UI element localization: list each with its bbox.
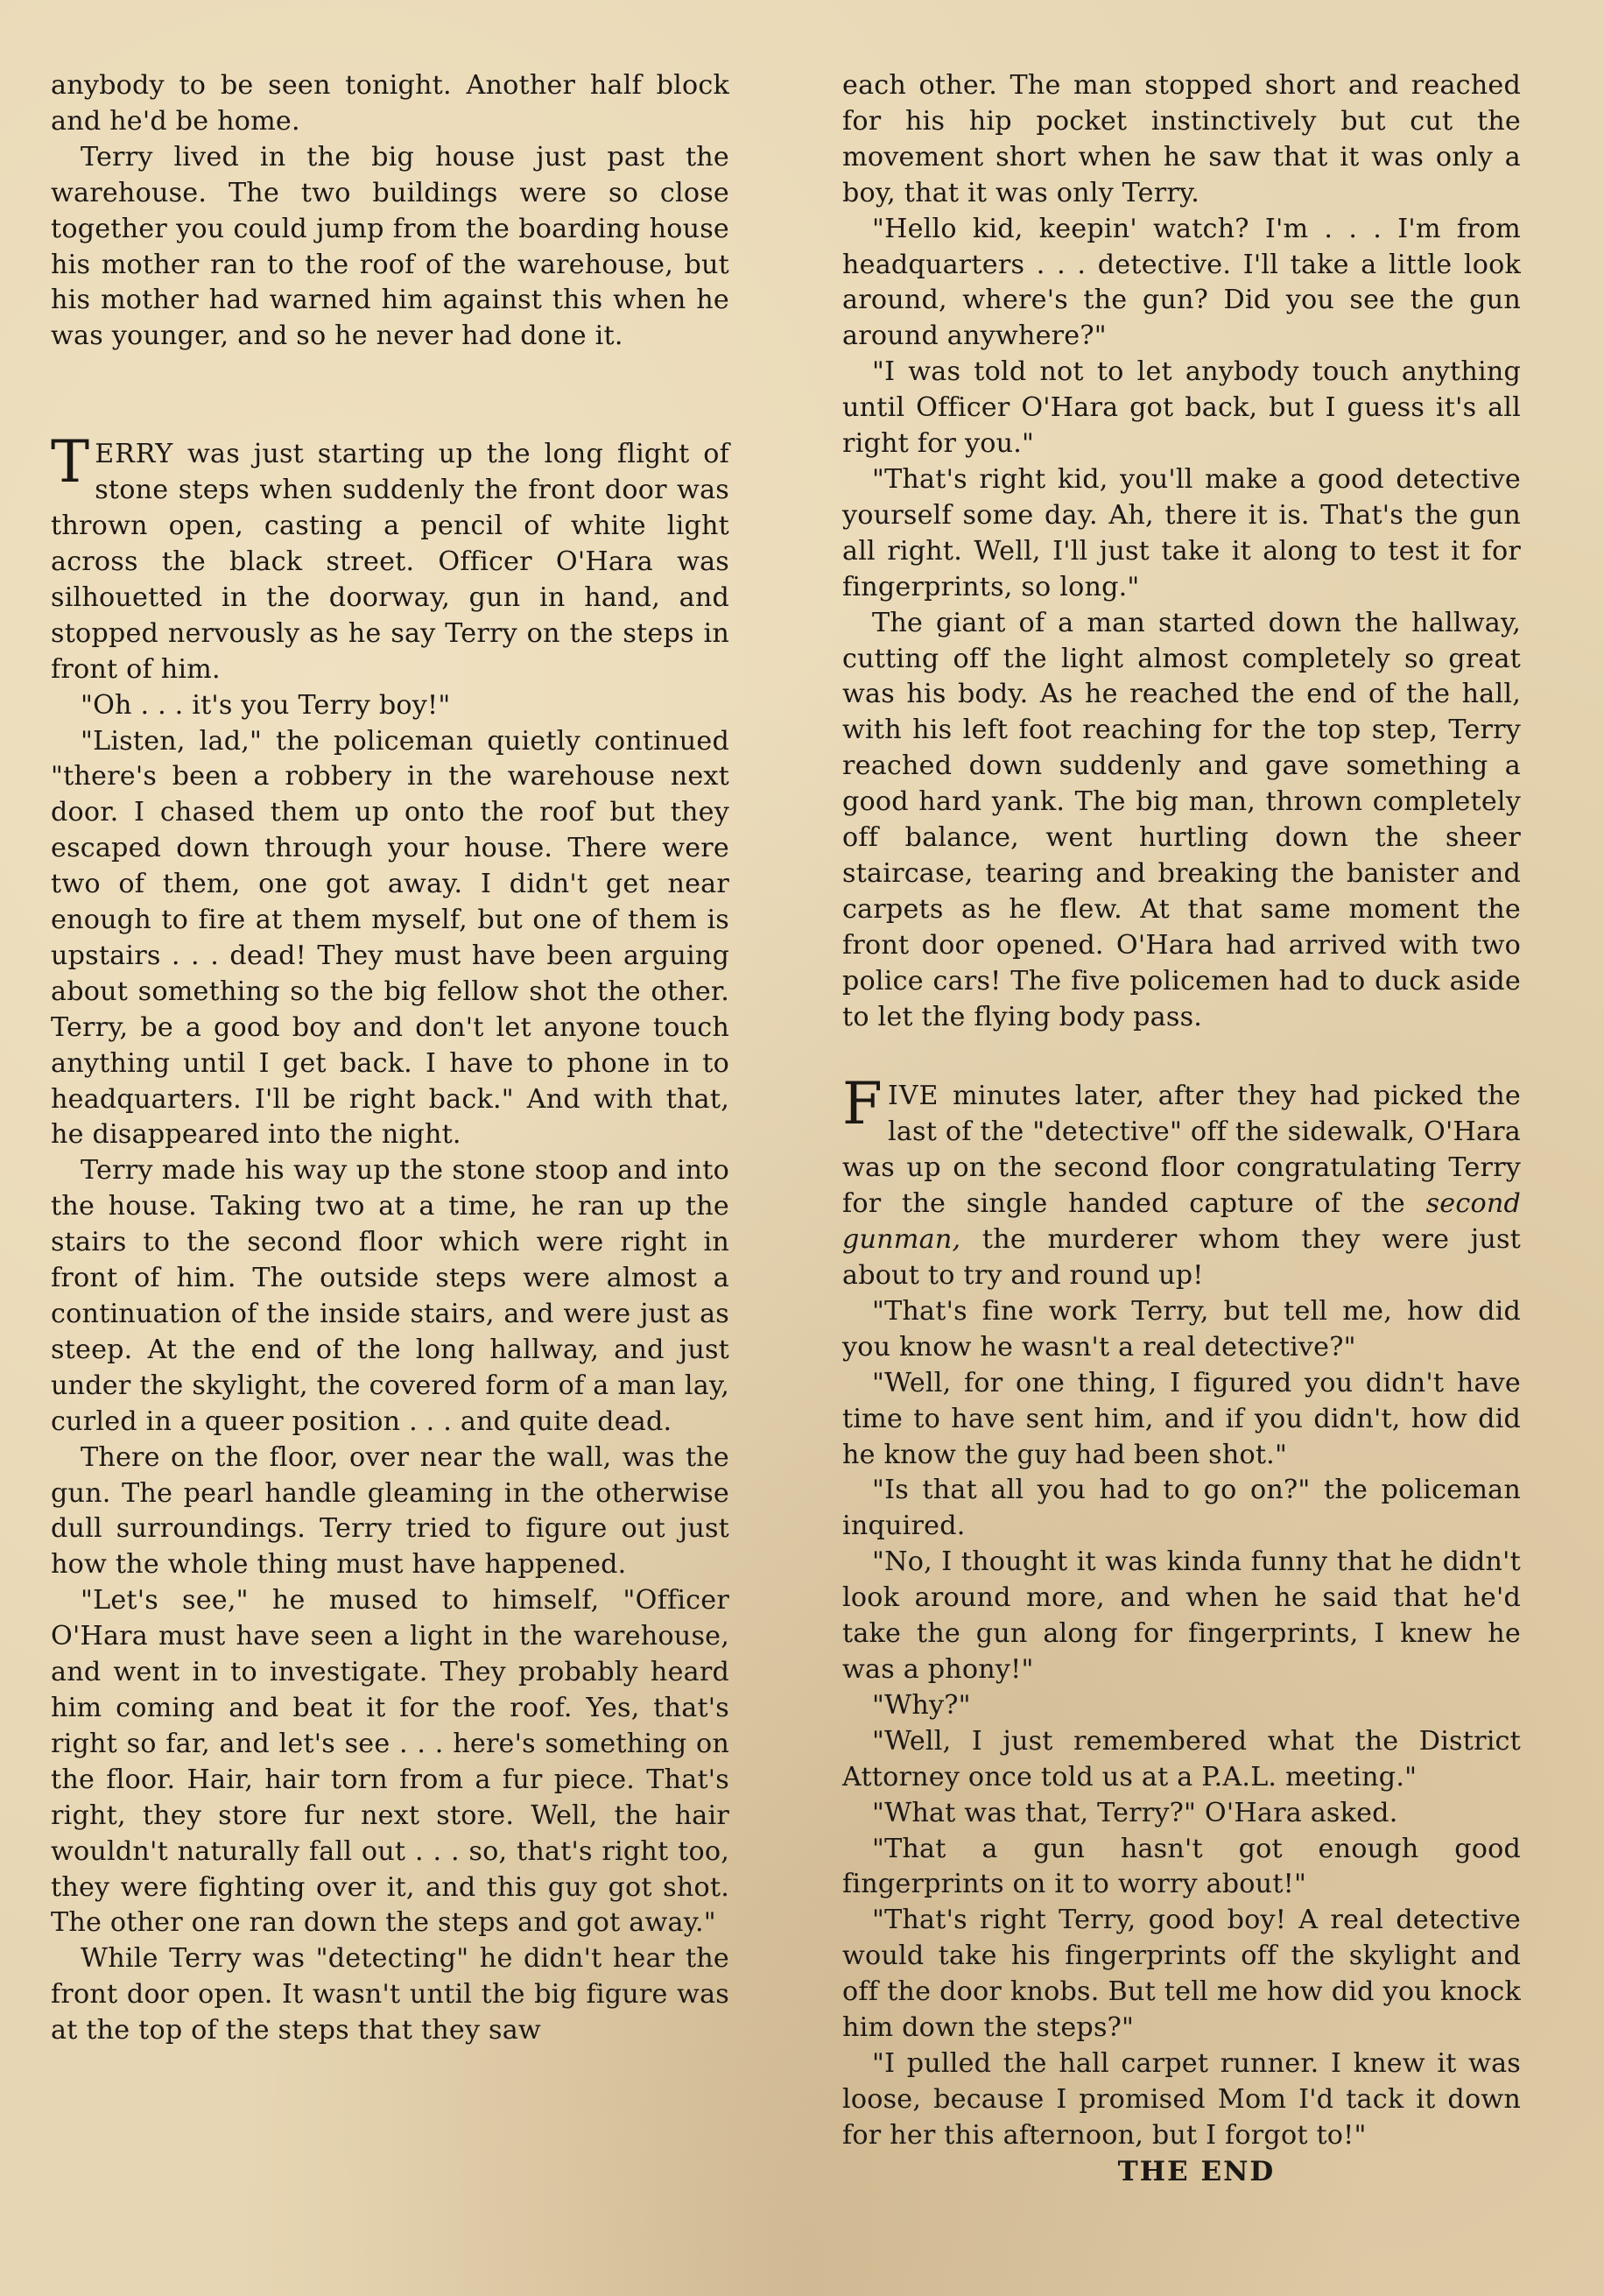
drop-cap: T: [51, 428, 90, 497]
paragraph-text: the murderer whom they were just about to try and round up!: [842, 1224, 1521, 1291]
paragraph: "That a gun hasn't got enough good fingerprints on it to worry about!": [842, 1833, 1521, 1900]
paragraph: "No, I thought it was kinda funny that he didn't look around more, and when he said that he'd take the gun along for fingerprints, I knew he was a phony!": [842, 1546, 1521, 1685]
paragraph: "Well, for one thing, I figured you didn't have time to have sent him, and if you didn't, how did he know the guy had been shot.": [842, 1367, 1521, 1470]
paragraph: Terry made his way up the stone stoop and into the house. Taking two at a time, he ran up the stairs to the second floor which were right in front of him. The outside steps were almost a continuation of the inside stairs, and were just as steep. At the end of the long hallway, and just under the skylight, the covered form of a man lay, curled in a queer position . . . and quite dead.: [51, 1155, 729, 1437]
paragraph: each other. The man stopped short and reached for his hip pocket instinctively but cut the movement short when he saw that it was only a boy, that it was only Terry.: [842, 70, 1521, 208]
paragraph: "Is that all you had to go on?" the policeman inquired.: [842, 1475, 1521, 1542]
paragraph: "Let's see," he mused to himself, "Officer O'Hara must have seen a light in the warehouse, and went in to investigate. They probably heard him coming and beat it for the roof. Yes, that's right so far, and let's see . . . here's something on the floor. Hair, hair torn from a fur piece. That's right, they store fur next store. Well, the hair wouldn't naturally fall out . . . so, that's right too, they were fighting over it, and this guy got shot. The other one ran down the steps and got away.": [51, 1585, 729, 1939]
paragraph-drop-cap: [51, 428, 729, 687]
paragraph-drop-cap: [842, 1070, 1521, 1293]
paragraph: "Oh . . . it's you Terry boy!": [81, 689, 451, 721]
paragraph: "Well, I just remembered what the District Attorney once told us at a P.A.L. meeting.": [842, 1725, 1521, 1792]
lead-word: ERRY: [95, 439, 174, 470]
emphasis-text: second gunman,: [842, 1188, 1521, 1256]
paragraph: anybody to be seen tonight. Another half block and he'd be home.: [51, 70, 729, 137]
paragraph: "What was that, Terry?" O'Hara asked.: [872, 1797, 1398, 1828]
paragraph: While Terry was "detecting" he didn't hear the front door open. It wasn't until the big figure was at the top of the steps that they saw: [51, 1943, 729, 2046]
paragraph: "Why?": [872, 1689, 971, 1721]
paragraph: "That's right Terry, good boy! A real detective would take his fingerprints off the skylight and off the door knobs. But tell me how did you knock him down the steps?": [842, 1905, 1521, 2044]
paragraph: The giant of a man started down the hallway, cutting off the light almost completely so great was his body. As he reached the end of the hall, with his left foot reaching for the top step, Terry reached down suddenly and gave something a good hard yank. The big man, thrown completely off balance, went hurtling down the sheer staircase, tearing and breaking the banister and carpets as he flew. At that same moment the front door opened. O'Hara had arrived with two police cars! The five policemen had to duck aside to let the flying body pass.: [842, 607, 1521, 1032]
paragraph: "That's right kid, you'll make a good detective yourself some day. Ah, there it is. That's the gun all right. Well, I'll just take it along to test it for fingerprints, so long.": [842, 463, 1521, 602]
paragraph: "Hello kid, keepin' watch? I'm . . . I'm from headquarters . . . detective. I'll take a little look around, where's the gun? Did you see the gun around anywhere?": [842, 213, 1521, 352]
paragraph: Terry lived in the big house just past the warehouse. The two buildings were so close together you could jump from the boarding house his mother ran to the roof of the warehouse, but his mother had warned him against this when he was younger, and so he never had done it.: [51, 141, 729, 352]
drop-cap: F: [842, 1070, 883, 1138]
paragraph-text: minutes later, after they had picked the last of the "detective" off the sidewalk, O'Hara was up on the second floor congratulating Terry for the single handed capture of the: [842, 1081, 1521, 1220]
paragraph: "I pulled the hall carpet runner. I knew it was loose, because I promised Mom I'd tack it down for her this afternoon, but I forgot to!": [842, 2047, 1521, 2151]
lead-word: IVE: [888, 1081, 939, 1112]
left-column: [51, 68, 729, 2049]
the-end-label: THE END: [1117, 2155, 1276, 2187]
paragraph-text: was just starting up the long flight of stone steps when suddenly the front door was thrown open, casting a pencil of white light across the black street. Officer O'Hara was silhouetted in the doorway, gun in hand, and stopped nervously as he say Terry on the steps in front of him.: [51, 439, 729, 685]
paragraph: There on the floor, over near the wall, was the gun. The pearl handle gleaming in the otherwise dull surroundings. Terry tried to figure out just how the whole thing must have happened.: [51, 1441, 729, 1581]
paragraph: "That's fine work Terry, but tell me, how did you know he wasn't a real detective?": [842, 1295, 1521, 1363]
right-column: [842, 68, 1521, 2190]
paragraph: "Listen, lad," the policeman quietly continued "there's been a robbery in the warehouse next door. I chased them up onto the roof but they escaped down through your house. There were two of them, one got away. I didn't get near enough to fire at them myself, but one of them is upstairs . . . dead! They must have been arguing about something so the big fellow shot the other. Terry, be a good boy and don't let anyone touch anything until I get back. I have to phone in to headquarters. I'll be right back." And with that, he disappeared into the night.: [51, 725, 729, 1151]
paragraph: "I was told not to let anybody touch anything until Officer O'Hara got back, but I guess it's all right for you.": [842, 356, 1521, 460]
